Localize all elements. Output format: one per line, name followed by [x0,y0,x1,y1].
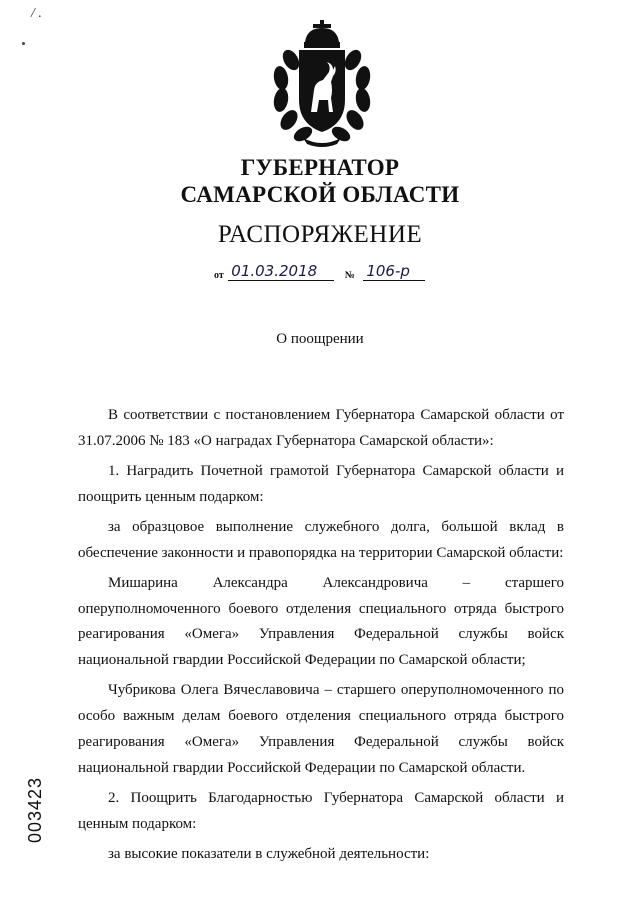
corner-dot [22,42,25,45]
document-meta-line [214,262,425,286]
document-subject: О поощрении [276,331,364,347]
org-title-line1: ГУБЕРНАТОР [240,155,400,180]
document-date: 01.03.2018 [228,262,334,281]
date-label: от [214,270,224,281]
body-paragraph: В соответствии с постановлением Губернатора Самарской области от 31.07.2006 № 183 «О наградах Губернатора Самарской области»: [78,407,564,449]
side-serial-number: 003423 [25,776,45,844]
document-number: 106-р [363,262,425,281]
org-title-line2: САМАРСКОЙ ОБЛАСТИ [180,182,460,207]
document-body [78,403,564,872]
body-paragraph: за высокие показатели в служебной деятельности: [108,845,430,862]
corner-handwritten-mark: / . [31,6,42,21]
number-label: № [344,270,355,281]
samara-region-coat-of-arms-icon [267,20,377,148]
body-paragraph: Чубрикова Олега Вячеславовича – старшего оперуполномоченного по особо важным делам боевого отделения специального отряда быстрого реагирования «Омега» Управления Федеральной службы войск национальной гвардии Российской Федерации по Самарской области. [78,682,564,776]
body-paragraph: Мишарина Александра Александровича – старшего оперуполномоченного боевого отделения специального отряда быстрого реагирования «Омега» Управления Федеральной службы войск национальной гвардии Российской Федерации по Самарской области; [78,575,564,669]
body-paragraph: 1. Наградить Почетной грамотой Губернатора Самарской области и поощрить ценным подарком: [78,463,564,505]
body-paragraph: за образцовое выполнение служебного долга, большой вклад в обеспечение законности и правопорядка на территории Самарской области: [78,519,564,561]
document-type-title: РАСПОРЯЖЕНИЕ [217,221,423,248]
body-paragraph: 2. Поощрить Благодарностью Губернатора Самарской области и ценным подарком: [78,789,564,832]
